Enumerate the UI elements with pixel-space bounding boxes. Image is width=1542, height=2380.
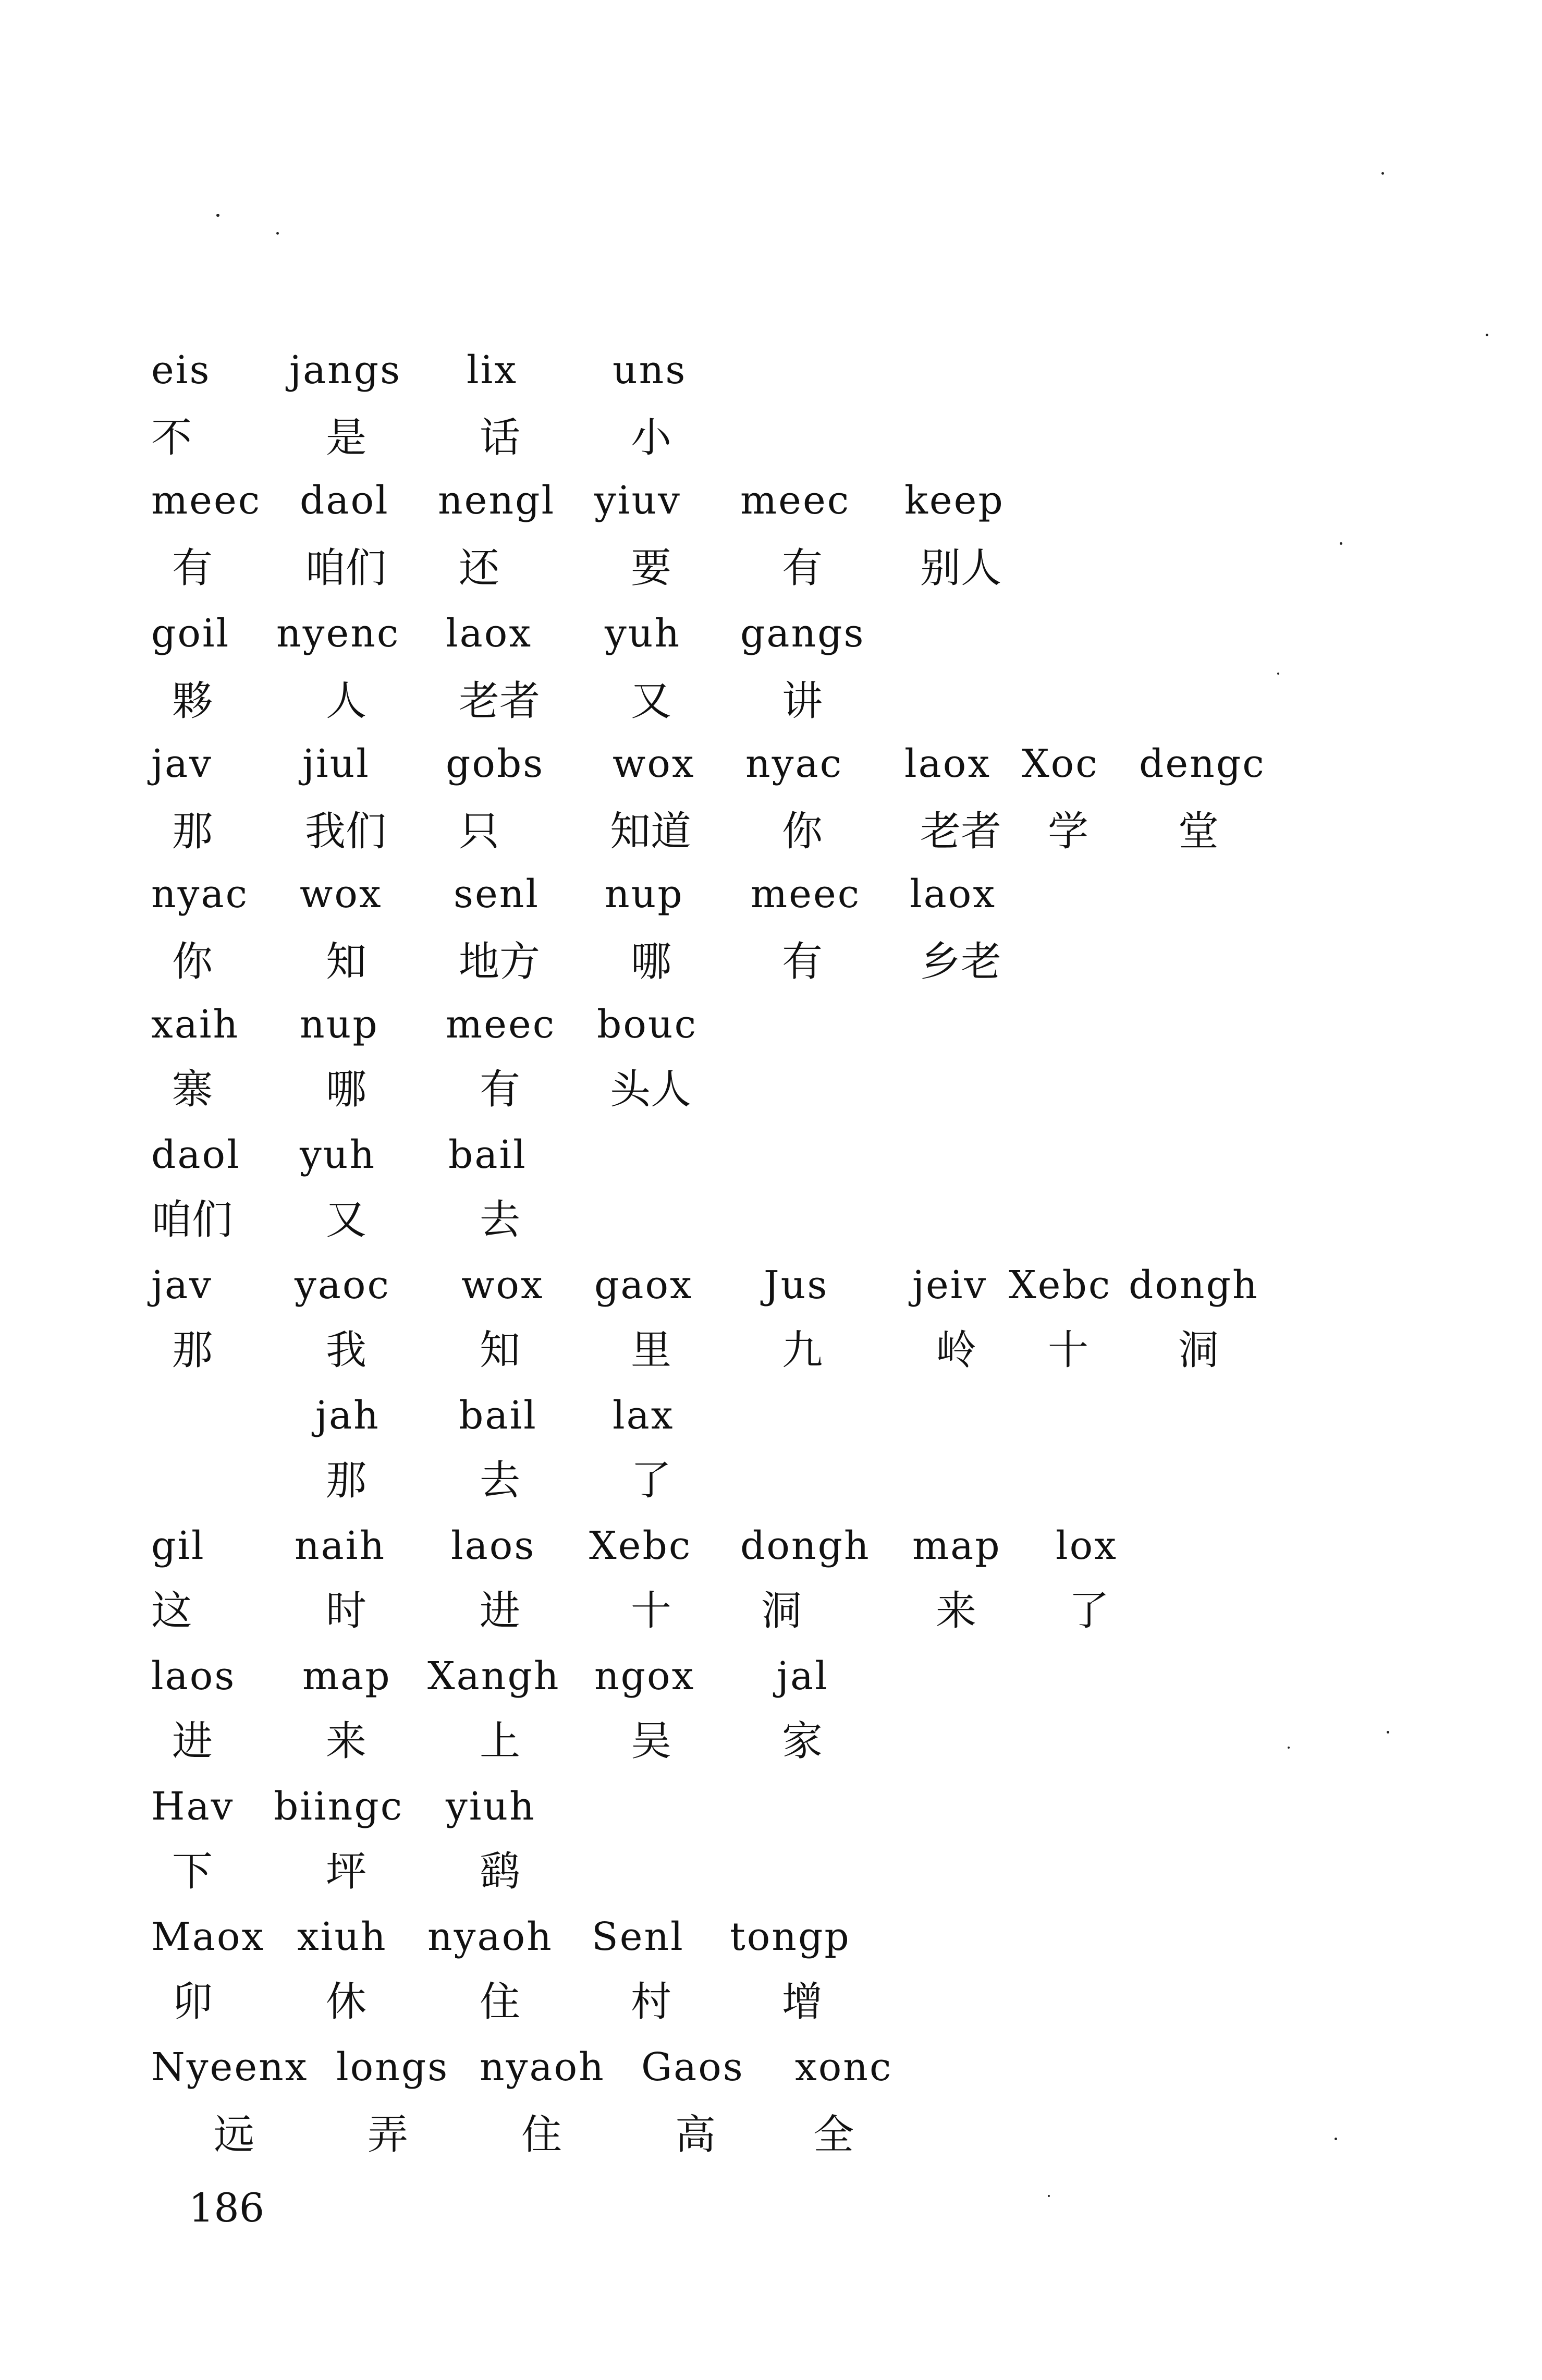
romanized-word: map [912,1523,1001,1568]
chinese-gloss: 那 [172,1327,213,1374]
romanized-word: wox [613,741,695,786]
chinese-gloss: 有 [782,545,823,592]
scan-speck [1335,2138,1337,2140]
page-number: 186 [189,2184,265,2231]
romanized-line [0,336,1542,404]
scan-speck [1381,172,1384,175]
chinese-gloss: 头人 [610,1066,692,1113]
chinese-gloss-line [0,928,1542,996]
romanized-word: jeiv [912,1263,988,1308]
romanized-word: yuh [300,1132,376,1177]
romanized-line [0,991,1542,1058]
chinese-gloss: 话 [480,414,521,461]
scan-speck [216,214,219,217]
chinese-gloss: 寨 [172,1066,213,1113]
chinese-gloss: 来 [326,1718,367,1765]
romanized-word: nup [605,872,684,917]
romanized-word: jav [151,741,213,786]
chinese-gloss: 去 [480,1197,521,1243]
chinese-gloss: 十 [631,1588,672,1634]
scan-speck [1277,673,1279,675]
chinese-gloss: 乡老 [920,938,1002,985]
romanized-word: dengc [1139,741,1266,786]
romanized-word: xiuh [297,1914,387,1959]
romanized-word: nyac [151,872,249,917]
romanized-word: laox [446,611,533,656]
chinese-gloss: 里 [631,1327,672,1374]
chinese-gloss: 老者 [459,678,541,725]
romanized-word: nyaoh [427,1914,553,1959]
romanized-line [0,600,1542,667]
chinese-gloss: 全 [813,2112,854,2158]
romanized-word: jal [777,1654,829,1699]
romanized-word: daol [300,478,389,523]
chinese-gloss: 家 [782,1718,823,1765]
romanized-word: jiul [302,741,370,786]
romanized-line [0,1773,1542,1840]
chinese-gloss-line [0,1447,1542,1515]
romanized-word: Maox [151,1914,265,1959]
chinese-gloss: 休 [326,1979,367,2025]
chinese-gloss: 岭 [936,1327,977,1374]
romanized-word: bail [448,1132,527,1177]
romanized-word: Xebc [589,1523,692,1568]
chinese-gloss: 上 [480,1718,521,1765]
romanized-word: Jus [764,1263,829,1308]
chinese-gloss: 卯 [172,1979,213,2025]
romanized-word: laox [910,872,997,917]
chinese-gloss: 那 [172,808,213,855]
romanized-word: eis [151,348,211,393]
chinese-gloss: 小 [631,414,672,461]
romanized-word: bail [459,1393,537,1438]
romanized-line [0,1251,1542,1319]
chinese-gloss: 鹞 [480,1848,521,1895]
romanized-word: wox [461,1263,544,1308]
romanized-word: daol [151,1132,241,1177]
romanized-line [0,1382,1542,1449]
scan-speck [1288,1747,1290,1749]
chinese-gloss: 只 [459,808,500,855]
chinese-gloss: 老者 [920,808,1002,855]
chinese-gloss: 时 [326,1588,367,1634]
romanized-line [0,1903,1542,1971]
romanized-word: meec [740,478,851,523]
romanized-word: uns [613,348,687,393]
chinese-gloss: 知 [480,1327,521,1374]
romanized-word: keep [904,478,1005,523]
romanized-word: laos [451,1523,536,1568]
romanized-word: goil [151,611,230,656]
romanized-word: dongh [1129,1263,1259,1308]
romanized-word: bouc [597,1002,698,1047]
chinese-gloss: 那 [326,1457,367,1504]
chinese-gloss: 了 [631,1457,672,1504]
chinese-gloss: 知 [326,938,367,985]
chinese-gloss: 别人 [920,545,1002,592]
chinese-gloss-line [0,534,1542,602]
chinese-gloss: 有 [172,545,213,592]
chinese-gloss: 不 [151,414,192,461]
romanized-word: nyac [745,741,843,786]
chinese-gloss: 下 [172,1848,213,1895]
romanized-line [0,2033,1542,2101]
romanized-word: jah [315,1393,380,1438]
chinese-gloss: 夥 [172,678,213,725]
romanized-word: Nyeenx [151,2045,309,2090]
chinese-gloss: 地方 [459,938,541,985]
chinese-gloss: 讲 [782,678,823,725]
chinese-gloss: 去 [480,1457,521,1504]
chinese-gloss-line [0,1707,1542,1775]
scan-speck [1486,334,1488,336]
romanized-word: xaih [151,1002,240,1047]
chinese-gloss-line [0,2101,1542,2169]
chinese-gloss: 坪 [326,1848,367,1895]
scan-speck [1340,542,1342,545]
chinese-gloss-line [0,667,1542,735]
romanized-word: lox [1056,1523,1118,1568]
romanized-line [0,1642,1542,1710]
chinese-gloss: 了 [1069,1588,1110,1634]
chinese-gloss: 这 [151,1588,192,1634]
chinese-gloss: 我 [326,1327,367,1374]
romanized-word: yiuv [594,478,681,523]
romanized-word: gaox [594,1263,693,1308]
chinese-gloss-line [0,1968,1542,2036]
romanized-word: yuh [605,611,681,656]
chinese-gloss: 学 [1048,808,1089,855]
chinese-gloss: 是 [326,414,367,461]
chinese-gloss: 哪 [326,1066,367,1113]
chinese-gloss: 你 [782,808,823,855]
romanized-line [0,730,1542,798]
chinese-gloss: 村 [631,1979,672,2025]
chinese-gloss: 堂 [1178,808,1219,855]
chinese-gloss: 九 [782,1327,823,1374]
chinese-gloss: 你 [172,938,213,985]
chinese-gloss: 高 [675,2112,716,2158]
romanized-word: meec [751,872,861,917]
chinese-gloss: 洞 [1178,1327,1219,1374]
chinese-gloss: 洞 [761,1588,802,1634]
romanized-word: yaoc [295,1263,390,1308]
chinese-gloss: 有 [782,938,823,985]
chinese-gloss-line [0,1838,1542,1906]
romanized-word: ngox [594,1654,695,1699]
scan-speck [1387,1731,1389,1734]
romanized-word: jangs [289,348,402,393]
romanized-word: xonc [795,2045,893,2090]
romanized-word: nengl [438,478,556,523]
chinese-gloss: 住 [480,1979,521,2025]
romanized-word: naih [295,1523,386,1568]
chinese-gloss: 有 [480,1066,521,1113]
romanized-word: Xebc [1009,1263,1112,1308]
chinese-gloss-line [0,798,1542,865]
chinese-gloss: 知道 [610,808,692,855]
romanized-word: nyaoh [480,2045,605,2090]
romanized-word: meec [151,478,262,523]
romanized-word: gil [151,1523,205,1568]
romanized-word: laox [904,741,992,786]
chinese-gloss-line [0,404,1542,472]
chinese-gloss: 来 [936,1588,977,1634]
chinese-gloss: 还 [459,545,500,592]
romanized-word: lax [613,1393,675,1438]
romanized-word: dongh [740,1523,871,1568]
chinese-gloss-line [0,1577,1542,1645]
chinese-gloss: 咱们 [305,545,387,592]
romanized-word: Xangh [427,1654,560,1699]
romanized-word: Xoc [1022,741,1099,786]
romanized-word: gangs [740,611,865,656]
chinese-gloss-line [0,1186,1542,1254]
romanized-word: tongp [730,1914,851,1959]
romanized-line [0,860,1542,928]
romanized-word: wox [300,872,383,917]
romanized-line [0,1121,1542,1189]
romanized-word: meec [446,1002,556,1047]
romanized-word: lix [467,348,518,393]
chinese-gloss: 哪 [631,938,672,985]
romanized-line [0,1512,1542,1580]
romanized-word: Gaos [641,2045,744,2090]
chinese-gloss: 又 [326,1197,367,1243]
chinese-gloss: 弄 [368,2112,409,2158]
scan-speck [1048,2195,1050,2197]
chinese-gloss: 远 [214,2112,255,2158]
scan-speck [276,232,279,235]
romanized-word: laos [151,1654,236,1699]
romanized-word: jav [151,1263,213,1308]
chinese-gloss-line [0,1056,1542,1124]
chinese-gloss: 人 [326,678,367,725]
chinese-gloss: 住 [521,2112,562,2158]
romanized-word: map [302,1654,391,1699]
chinese-gloss: 增 [782,1979,823,2025]
romanized-word: nyenc [276,611,400,656]
chinese-gloss: 咱们 [151,1197,233,1243]
romanized-line [0,467,1542,534]
romanized-word: senl [454,872,540,917]
chinese-gloss: 又 [631,678,672,725]
romanized-word: Senl [592,1914,684,1959]
chinese-gloss: 进 [480,1588,521,1634]
romanized-word: longs [336,2045,449,2090]
chinese-gloss: 十 [1048,1327,1089,1374]
chinese-gloss-line [0,1316,1542,1384]
chinese-gloss: 要 [631,545,672,592]
romanized-word: Hav [151,1784,235,1829]
romanized-word: gobs [446,741,545,786]
romanized-word: yiuh [446,1784,536,1829]
chinese-gloss: 我们 [305,808,387,855]
chinese-gloss: 吴 [631,1718,672,1765]
romanized-word: nup [300,1002,379,1047]
chinese-gloss: 进 [172,1718,213,1765]
romanized-word: biingc [274,1784,404,1829]
